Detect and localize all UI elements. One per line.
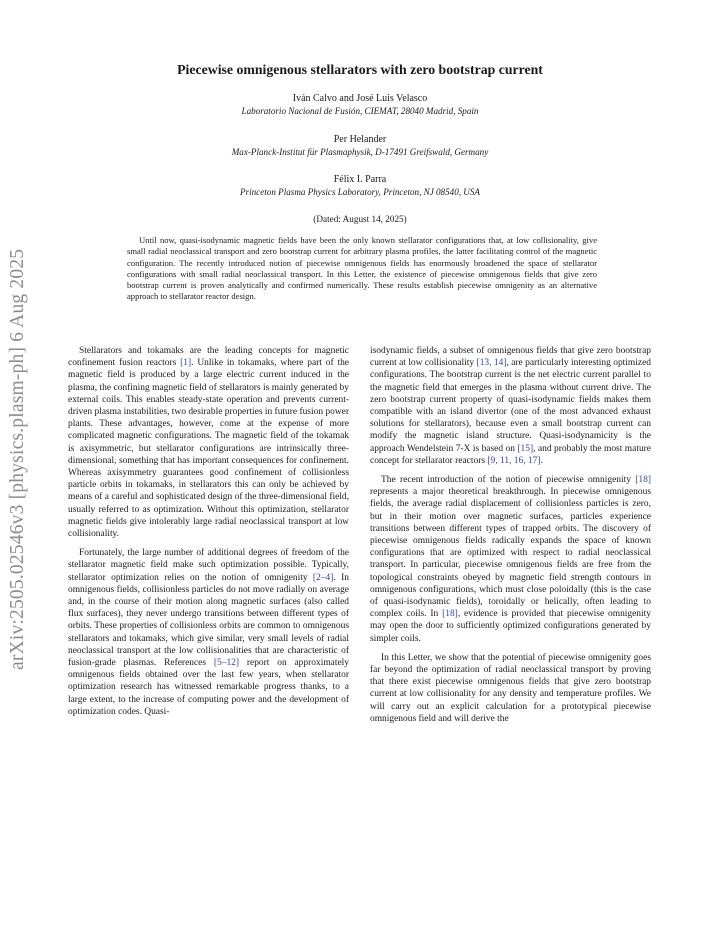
author-block-3 — [130, 173, 590, 198]
author-names: Iván Calvo and José Luis Velasco — [292, 93, 428, 104]
body-paragraph — [370, 345, 651, 467]
author-block-2 — [130, 133, 590, 158]
body-text: Fortunately, the large number of additional degrees of freedom of the stellarator magnetic field make such optimization possible. Typically, stellarator optimization relies on the notion of omnigenity — [68, 548, 349, 583]
arxiv-identifier-stamp[interactable]: arXiv:2505.02546v3 [physics.plasm-ph] 6 Aug 2025 — [7, 248, 28, 670]
author-affiliation: Max-Planck-Institut für Plasmaphysik, D-17491 Greifswald, Germany — [231, 147, 489, 157]
body-text: represents a major theoretical breakthrough. In piecewise omnigenous fields, the average radial displacement of collisionless particles is zero, but in their motion over magnetic surfaces, particles experience transitions between different types of trapped orbits. The discovery of piecewise omnigenous fields radically expands the space of known configurations that are optimized with respect to radial neoclassical transport. In particular, piecewise omnigenous fields are free from the topological constraints obeyed by magnetic field strength contours in omnigenous configurations, which must close poloidally (this is the case of quasi-isodynamic fields), toroidally or helically, often leading to complex coils. In — [370, 487, 651, 620]
citation-link[interactable]: [1] — [180, 358, 192, 369]
citation-link[interactable]: [9, 11, 16, 17] — [487, 455, 541, 466]
body-text: , are particularly interesting optimized configurations. The bootstrap current is the net electric current parallel to the magnetic field that emerges in the plasma without current drive. The zero bootstrap current property of quasi-isodynamic fields makes them compatible with an island divertor (one of the most advanced exhaust solutions for stellarators), because even a small bootstrap current can modify the magnetic island structure. Quasi-isodynamicity is the approach Wendelstein 7-X is based on — [370, 358, 651, 454]
body-text: , and probably the most mature concept for stellarator reactors — [370, 443, 651, 466]
dated-line: (Dated: August 14, 2025) — [313, 214, 407, 224]
author-affiliation: Princeton Plasma Physics Laboratory, Princeton, NJ 08540, USA — [240, 187, 480, 197]
body-text: Stellarators and tokamaks are the leading concepts for magnetic confinement fusion reactors — [68, 346, 349, 369]
body-text: , evidence is provided that piecewise omnigenity may open the door to sufficiently optimized configurations generated by simpler coils. — [370, 609, 651, 644]
author-affiliation: Laboratorio Nacional de Fusión, CIEMAT, 28040 Madrid, Spain — [241, 106, 479, 116]
citation-link[interactable]: [18] — [635, 475, 651, 486]
body-text: report on approximately omnigenous fields obtained over the last few years, when stellarator optimization research has witnessed remarkable progress thanks, to a large extent, to the increase of computing power and the development of optimization codes. Quasi- — [68, 658, 349, 717]
body-text: isodynamic fields, a subset of omnigenous fields that give zero bootstrap current at low collisionality — [370, 346, 651, 369]
body-text: . Unlike in tokamaks, where part of the magnetic field is produced by a large electric current induced in the plasma, the confining magnetic field of stellarators is mainly generated by external coils. This enables steady-state operation and prevents current-driven plasma instabilities, two desirable properties in future fusion power plants. These advantages, however, come at the expense of more complicated magnetic configurations. The magnetic field of the tokamak is axisymmetric, but stellarator configurations are intrinsically three-dimensional, something that has important consequences for confinement. Whereas axisymmetry guarantees good confinement of collisionless particle orbits in tokamaks, in stellarators this can only be achieved by means of a careful and sophisticated design of the three-dimensional field, usually referred to as optimization. Without this optimization, stellarator magnetic fields give intolerably large radial neoclassical transport at low collisionality. — [68, 358, 349, 540]
author-block-1 — [130, 92, 590, 117]
left-column — [68, 345, 349, 725]
citation-link[interactable]: [18] — [442, 609, 458, 620]
body-paragraph — [370, 474, 651, 645]
body-text: . In omnigenous fields, collisionless particles do not move radially on average and, in the course of their motion along magnetic surfaces (also called flux surfaces), they never undergo transitions between different types of orbits. These properties of collisionless orbits are common to omnigenous stellarators and tokamaks, which give similar, very small levels of radial neoclassical transport at the low collisionalities that are characteristic of fusion-grade plasmas. References — [68, 572, 349, 669]
body-paragraph — [370, 652, 651, 725]
author-names: Félix I. Parra — [333, 174, 387, 185]
citation-link[interactable]: [15] — [517, 443, 534, 454]
author-names: Per Helander — [333, 134, 387, 145]
citation-link[interactable]: [5–12] — [213, 658, 240, 669]
body-text: . — [540, 455, 543, 466]
abstract: Until now, quasi-isodynamic magnetic fields have been the only known stellarator configurations that, at low collisionality, give small radial neoclassical transport and zero bootstrap current for arbitrary plasma profiles, the latter facilitating control of the magnetic configuration. The recently introduced notion of piecewise omnigenous fields has enormously broadened the space of stellarator configurations with small radial neoclassical transport. In this Letter, the existence of piecewise omnigenous fields that give zero bootstrap current is proven analytically and confirmed numerically. These results establish piecewise omnigenity as an alternative approach to stellarator reactor design. — [127, 235, 597, 302]
citation-link[interactable]: [2–4] — [312, 572, 334, 583]
body-paragraph — [68, 345, 349, 540]
citation-link[interactable]: [13, 14] — [476, 358, 507, 369]
right-column — [370, 345, 651, 732]
body-text: The recent introduction of the notion of piecewise omnigenity — [381, 475, 636, 486]
paper-title: Piecewise omnigenous stellarators with zero bootstrap current — [177, 62, 543, 77]
body-text: In this Letter, we show that the potential of piecewise omnigenity goes far beyond the optimization of radial neoclassical transport by proving that there exist piecewise omnigenous fields that give zero bootstrap current at low collisionality for any density and temperature profiles. We will carry out an explicit calculation for a prototypical piecewise omnigenous field and will derive the — [370, 652, 651, 724]
body-paragraph — [68, 547, 349, 718]
